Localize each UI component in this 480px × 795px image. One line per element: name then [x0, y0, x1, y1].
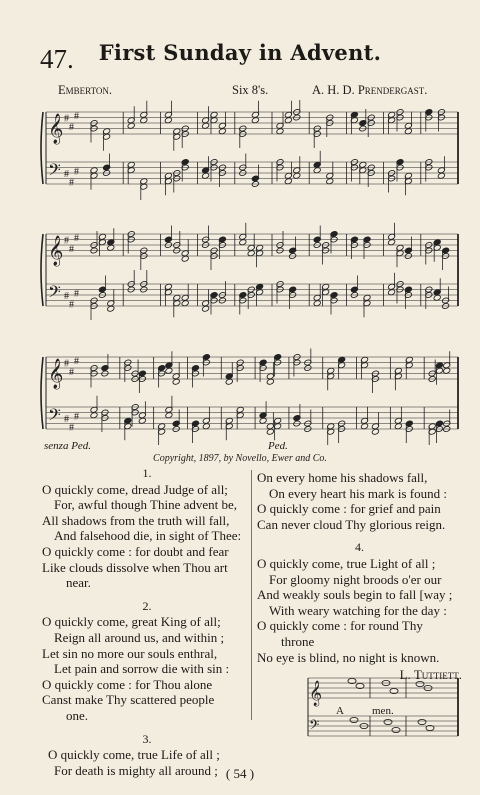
verse-line: With weary watching for the day :: [269, 602, 447, 618]
verse-line: one.: [66, 707, 89, 723]
pedal-mark-ped: Ped.: [268, 440, 288, 452]
music-system-2: [0, 222, 480, 322]
svg-text:#: #: [74, 355, 79, 367]
left-column: [42, 466, 252, 778]
svg-text:#: #: [74, 110, 79, 122]
hymn-number: 47.: [40, 44, 74, 74]
svg-text:𝄞: 𝄞: [48, 236, 64, 266]
verse-line: O quickly come : for round Thy: [257, 618, 423, 634]
verse-line: O quickly come, true Light of all ;: [257, 555, 436, 571]
page-number: ( 54 ): [225, 766, 255, 781]
svg-text:#: #: [69, 299, 74, 311]
svg-text:#: #: [69, 366, 74, 378]
hymn-title: First Sunday in Advent.: [98, 40, 382, 65]
music-system-3: [0, 345, 480, 445]
svg-text:𝄢: 𝄢: [48, 404, 61, 429]
verse-line: Can never cloud Thy glorious reign.: [257, 516, 446, 532]
svg-text:#: #: [74, 232, 79, 244]
verse-line: O quickly come : for doubt and fear: [42, 543, 229, 559]
svg-text:𝄞: 𝄞: [309, 681, 323, 706]
pedal-mark-senza: senza Ped.: [44, 440, 92, 452]
verse-line: O quickly come, great King of all;: [42, 614, 221, 630]
composer: A. H. D. Prendergast.: [312, 83, 428, 97]
tune-name: Emberton.: [58, 83, 113, 97]
svg-text:𝄞: 𝄞: [48, 359, 64, 389]
verse-line: Canst make Thy scattered people: [42, 692, 215, 708]
svg-text:#: #: [69, 243, 74, 255]
verse-line: All shadows from the truth will fall,: [42, 512, 230, 528]
verse-line: O quickly come : for Thou alone: [42, 676, 213, 692]
svg-text:#: #: [64, 358, 69, 370]
verse-number: 3.: [142, 731, 152, 746]
right-column: [257, 470, 462, 683]
music-system-1: [0, 100, 480, 200]
svg-text:#: #: [69, 177, 74, 189]
svg-text:#: #: [64, 113, 69, 125]
verse-line: On every heart his mark is found :: [269, 485, 447, 501]
svg-text:𝄢: 𝄢: [309, 717, 320, 736]
verse-line: Let sin no more our souls enthral,: [42, 645, 218, 661]
verse-line: throne: [281, 633, 315, 649]
amen-syllable-men: men.: [372, 705, 394, 717]
svg-text:𝄢: 𝄢: [48, 159, 61, 184]
verse-line: Let pain and sorrow die with sin :: [54, 661, 230, 677]
svg-text:#: #: [64, 235, 69, 247]
verse-line: On every home his shadows fall,: [257, 470, 428, 485]
svg-text:𝄞: 𝄞: [48, 114, 64, 144]
verse-line: And weakly souls begin to fall [way ;: [257, 587, 453, 603]
verse-line: Like clouds dissolve when Thou art: [42, 559, 228, 575]
copyright-notice: Copyright, 1897, by Novello, Ewer and Co.: [153, 453, 327, 464]
verse-line: O quickly come, true Life of all ;: [48, 747, 220, 763]
verse-line: And falsehood die, in sight of Thee:: [54, 528, 242, 544]
svg-text:#: #: [64, 169, 69, 180]
meter: Six 8's.: [232, 83, 269, 97]
svg-text:#: #: [74, 411, 79, 423]
svg-text:#: #: [74, 166, 79, 178]
amen-syllable-a: A: [336, 705, 344, 717]
hymn-author: L. Tuttiett.: [399, 667, 462, 683]
verse-line: No eye is blind, no night is known.: [257, 649, 440, 665]
svg-text:#: #: [74, 288, 79, 300]
verse-line: For gloomy night broods o'er our: [269, 571, 442, 587]
verse-line: near.: [66, 575, 91, 591]
svg-text:#: #: [69, 422, 74, 434]
verse-number: 1.: [142, 466, 152, 480]
verse-line: O quickly come : for grief and pain: [257, 501, 441, 517]
verse-line: Reign all around us, and within ;: [54, 629, 225, 645]
verse-line: For death is mighty all around ;: [54, 762, 218, 778]
svg-text:#: #: [69, 121, 74, 133]
svg-text:𝄢: 𝄢: [48, 281, 61, 306]
verse-line: O quickly come, dread Judge of all;: [42, 481, 228, 497]
verse-number: 2.: [142, 598, 152, 613]
verse-line: For, awful though Thine advent be,: [54, 497, 238, 513]
svg-text:#: #: [64, 291, 69, 302]
svg-text:#: #: [64, 414, 69, 425]
verse-number: 4.: [355, 540, 364, 555]
